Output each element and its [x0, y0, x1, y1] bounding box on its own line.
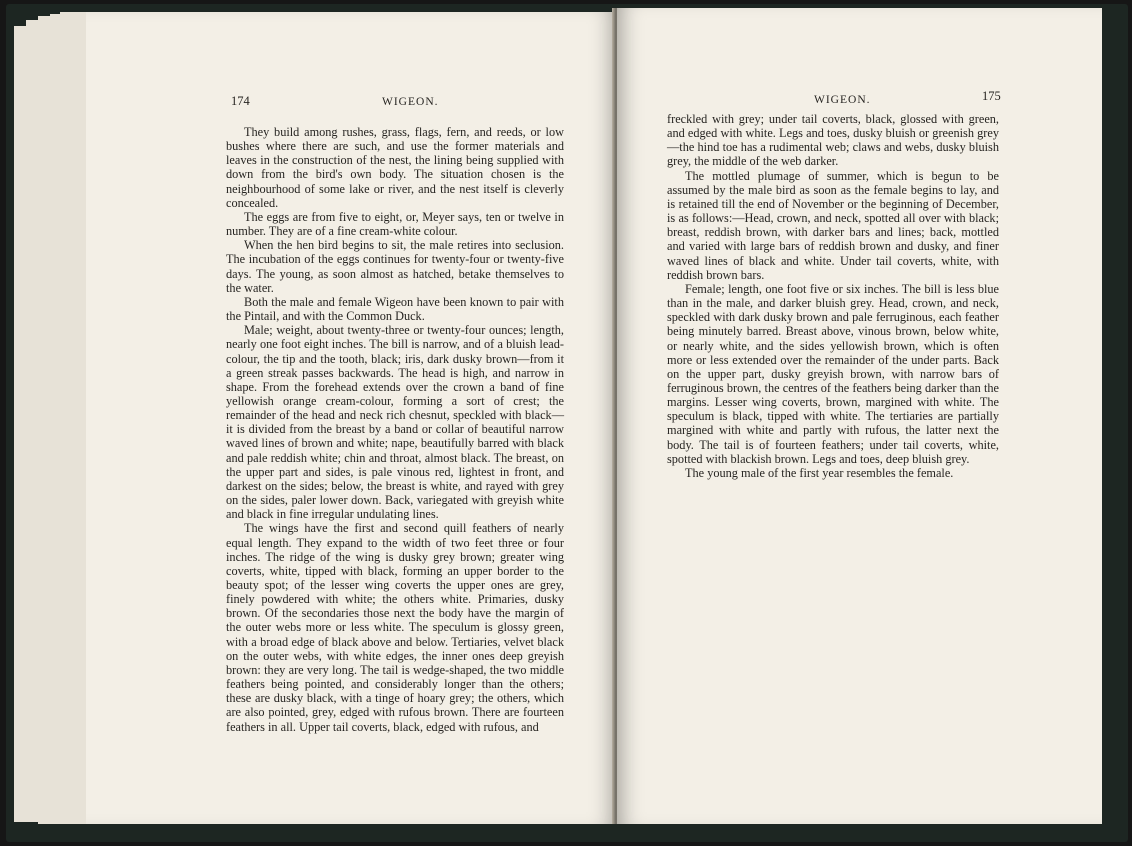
paragraph: The eggs are from five to eight, or, Meyer says, ten or twelve in number. They are of a fine cream-white colour. [226, 209, 564, 239]
paragraph: The mottled plumage of summer, which is begun to be assumed by the male bird as soon as the female begins to lay, and is retained till the end of November or the beginning of December, is as follows:—Head, crown, and neck, spotted all over with black; breast, reddish brown, with darker bars and lines; back, mottled and varied with large bars of reddish brown and dusky, and finer waved lines of black and white. Under tail coverts, white, with reddish brown bars. [667, 168, 999, 282]
running-head: WIGEON. [814, 94, 871, 106]
paragraph: The wings have the first and second quill feathers of nearly equal length. They expand to the width of two feet three or four inches. The ridge of the wing is dusky grey brown; greater wing coverts, white, tipped with black, forming an upper border to the beauty spot; of the lesser wing coverts the upper ones are grey, finely powdered with white; the others white. Primaries, dusky brown. Of the secondaries those next the body have the margin of the outer webs more or less white. The speculum is glossy green, with a broad edge of black above and below. Tertiaries, velvet black on the outer webs, with white edges, the inner ones deep greyish brown: they are very long. The tail is wedge-shaped, the two middle feathers being pointed, and considerably longer than the others; these are dusky black, with a tinge of hoary grey; the others, which are also pointed, grey, edged with rufous brown. There are fourteen feathers in all. Upper tail coverts, black, edged with rufous, and [226, 521, 564, 734]
paragraph: The young male of the first year resembles the female. [685, 465, 954, 480]
paragraph: When the hen bird begins to sit, the male retires into seclusion. The incubation of the eggs continues for twenty-four or twenty-five days. The young, as soon almost as hatched, betake themselves to the water. [226, 238, 564, 295]
paragraph: freckled with grey; under tail coverts, black, glossed with green, and edged with white. Legs and toes, dusky bluish or greenish grey—the hind toe has a rudimental web; claws and webs, dusky bluish grey, the middle of the web darker. [667, 112, 999, 169]
paragraph: They build among rushes, grass, flags, fern, and reeds, or low bushes where there are such, and use the former materials and leaves in the construction of the nest, the lining being supplied with down from the bird's own body. The situation chosen is the neighbourhood of some lake or river, and the nest itself is cleverly concealed. [226, 125, 564, 210]
left-page [86, 12, 616, 824]
paragraph: Both the male and female Wigeon have been known to pair with the Pintail, and with the Common Duck. [226, 294, 564, 324]
paragraph: Male; weight, about twenty-three or twenty-four ounces; length, nearly one foot eight inches. The bill is narrow, and of a bluish lead-colour, the tip and the tooth, black; iris, dark dusky brown—from it a green streak passes backwards. The head is high, and narrow in shape. From the forehead extends over the crown a band of fine yellowish orange cream-colour, forming a sort of crest; the remainder of the head and neck rich chesnut, speckled with black—it is divided from the breast by a band or collar of beautiful narrow waved lines of brown and white; nape, beautifully barred with black and pale reddish white; chin and throat, almost black. The breast, on the upper part and sides, is pale vinous red, lightest in front, and darkest on the sides; below, the breast is white, and rayed with grey on the sides, paler lower down. Back, variegated with greyish white and black in fine irregular undulating lines. [226, 323, 564, 522]
right-body-text [667, 112, 999, 480]
page-number: 175 [982, 89, 1001, 103]
running-head: WIGEON. [382, 96, 439, 108]
left-body-text [226, 125, 564, 734]
paragraph: Female; length, one foot five or six inches. The bill is less blue than in the male, and darker bluish grey. Head, crown, and neck, speckled with dark dusky brown and pale ferruginous, each feather being minutely barred. Breast above, vinous brown, below white, or nearly white, and the sides yellowish brown, which is often more or less extended over the remainder of the under parts. Back on the upper part, dusky greyish brown, with narrow bars of ferruginous brown, the centres of the feathers being darker than the margins. Lesser wing coverts, brown, margined with white. The speculum is black, tipped with white. The tertiaries are partially margined with white and partly with rufous, the latter next the body. The tail is of fourteen feathers; under tail coverts, white, spotted with blackish brown. Legs and toes, deep bluish grey. [667, 281, 999, 466]
page-number: 174 [231, 94, 250, 108]
right-page [617, 8, 1102, 824]
